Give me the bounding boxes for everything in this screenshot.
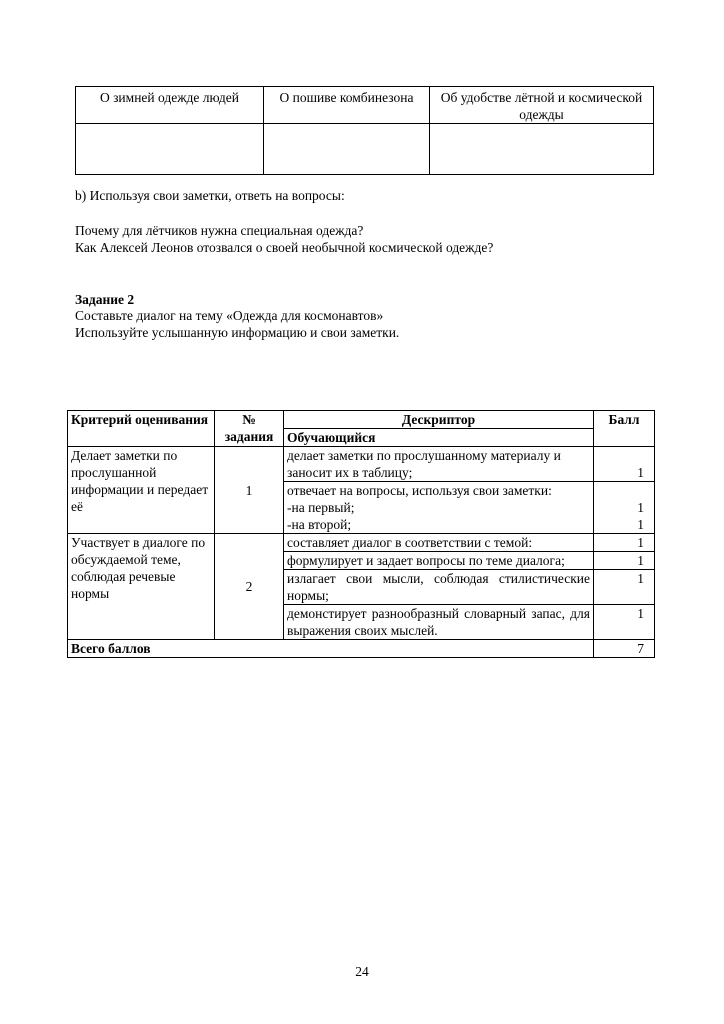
task-2-line-2: Используйте услышанную информацию и свои заметки. <box>75 325 400 340</box>
score-cell: 1 <box>594 552 655 570</box>
notes-table-empty-row <box>76 124 654 175</box>
score-cell: 1 <box>594 605 655 640</box>
notes-cell-empty <box>264 124 430 175</box>
criterion-dialogue: Участвует в диалоге по обсуждаемой теме, соблюдая речевые нормы <box>68 534 215 640</box>
header-learner: Обучающийся <box>284 429 594 447</box>
header-criterion: Критерий оценивания <box>68 411 215 447</box>
notes-header-winter-clothes: О зимней одежде людей <box>76 87 264 124</box>
notes-cell-empty <box>430 124 654 175</box>
rubric-header-row <box>68 411 655 429</box>
total-label: Всего баллов <box>68 640 594 658</box>
header-score: Балл <box>594 411 655 447</box>
task-2-title: Задание 2 <box>75 292 135 307</box>
task-number-2: 2 <box>215 534 284 640</box>
notes-cell-empty <box>76 124 264 175</box>
table-row <box>68 534 655 552</box>
descriptor-text: делает заметки по прослушанному материалу и <box>287 448 561 463</box>
score-cell: 1 <box>594 534 655 552</box>
score-value: 1 <box>637 517 644 532</box>
notes-table <box>75 86 654 175</box>
descriptor-text: отвечает на вопросы, используя свои заметки: <box>287 483 552 498</box>
part-b-instruction: b) Используя свои заметки, ответь на вопросы: <box>75 188 345 203</box>
assessment-table <box>67 410 655 658</box>
score-cell: 1 <box>594 570 655 605</box>
table-row <box>68 447 655 482</box>
header-descriptor: Дескриптор <box>284 411 594 429</box>
descriptor-text: заносит их в таблицу; <box>287 465 413 480</box>
question-2: Как Алексей Леонов отозвался о своей необычной космической одежде? <box>75 240 494 255</box>
task-number-1: 1 <box>215 447 284 534</box>
descriptor-text: формулирует и задает вопросы по теме диалога; <box>284 552 594 570</box>
table-row-total <box>68 640 655 658</box>
score-cell <box>594 482 655 534</box>
descriptor-answers <box>284 482 594 534</box>
score-cell: 1 <box>594 447 655 482</box>
criterion-notes: Делает заметки по прослушанной информации и передает её <box>68 447 215 534</box>
descriptor-text: излагает свои мысли, соблюдая стилистические нормы; <box>284 570 594 605</box>
task-2-line-1: Составьте диалог на тему «Одежда для космонавтов» <box>75 308 384 323</box>
descriptor-notes <box>284 447 594 482</box>
notes-header-suit-sewing: О пошиве комбинезона <box>264 87 430 124</box>
notes-header-flight-comfort: Об удобстве лётной и космической одежды <box>430 87 654 124</box>
question-1: Почему для лётчиков нужна специальная одежда? <box>75 223 364 238</box>
header-task-number: № задания <box>215 411 284 447</box>
total-value: 7 <box>594 640 655 658</box>
descriptor-text: составляет диалог в соответствии с темой: <box>284 534 594 552</box>
notes-table-header-row <box>76 87 654 124</box>
page-number: 24 <box>355 964 369 979</box>
descriptor-text: -на первый; <box>287 500 355 515</box>
score-value: 1 <box>637 500 644 515</box>
descriptor-text: демонстирует разнообразный словарный запас, для выражения своих мыслей. <box>284 605 594 640</box>
descriptor-text: -на второй; <box>287 517 352 532</box>
